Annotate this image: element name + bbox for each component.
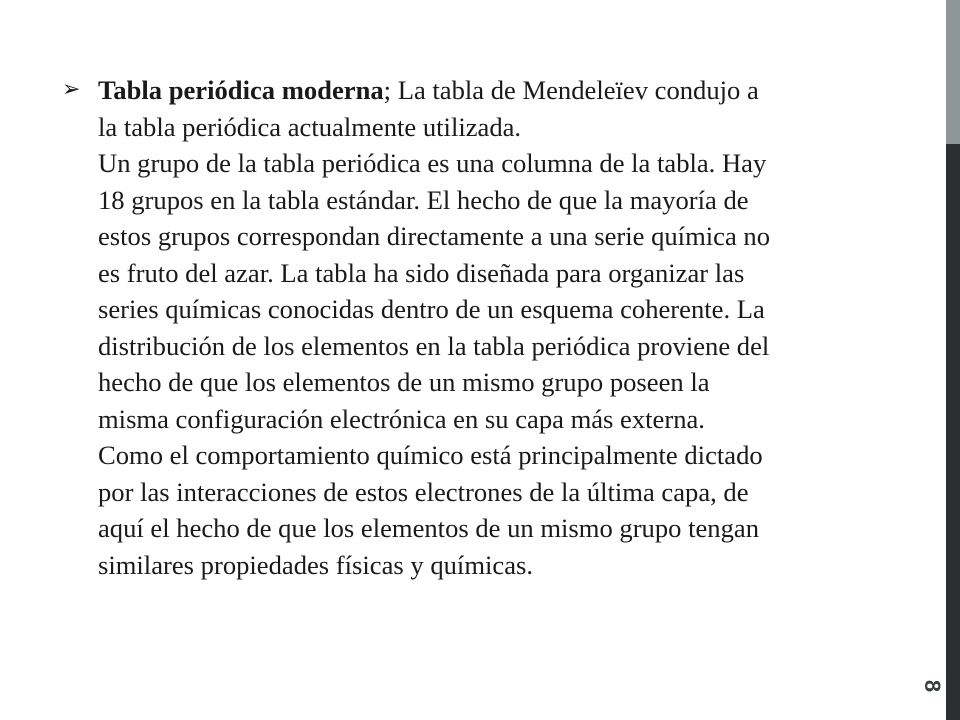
text-line-4: 18 grupos en la tabla estándar. El hecho de que la mayoría de (98, 184, 749, 215)
text-line-13: aquí el hecho de que los elementos de un mismo grupo tengan (98, 513, 759, 543)
decorative-bar-bottom (946, 144, 960, 720)
text-line-6: es fruto del azar. La tabla ha sido diseñada para organizar las (98, 257, 745, 288)
text-line-9: hecho de que los elementos de un mismo grupo poseen la (98, 367, 710, 397)
text-line-3: Un grupo de la tabla periódica es una columna de la tabla. Hay (98, 148, 767, 178)
text-line-2: la tabla periódica actualmente utilizada. (98, 111, 522, 142)
page-number: 8 (920, 679, 945, 693)
text-line-14: similares propiedades físicas y químicas. (98, 549, 533, 580)
text-line-1 (98, 72, 922, 109)
text-line-7: series químicas conocidas dentro de un esquema coherente. La (98, 294, 765, 324)
text-line-10: misma configuración electrónica en su capa más externa. (98, 403, 705, 434)
decorative-bar-top (946, 0, 960, 144)
text-line-11: Como el comportamiento químico está principalmente dictado (98, 440, 763, 470)
text-line-5: estos grupos correspondan directamente a una serie química no (98, 221, 770, 251)
text-line-12: por las interacciones de estos electrones de la última capa, de (98, 476, 749, 507)
heading-bold: Tabla periódica moderna (98, 75, 384, 105)
text-line-8: distribución de los elementos en la tabla periódica proviene del (98, 330, 770, 361)
bullet-text (98, 72, 922, 583)
bullet-item (62, 72, 922, 583)
slide-content (62, 72, 922, 583)
arrow-bullet-icon: ➢ (62, 77, 81, 102)
heading-rest: ; La tabla de Mendeleïev condujo a (383, 75, 759, 105)
